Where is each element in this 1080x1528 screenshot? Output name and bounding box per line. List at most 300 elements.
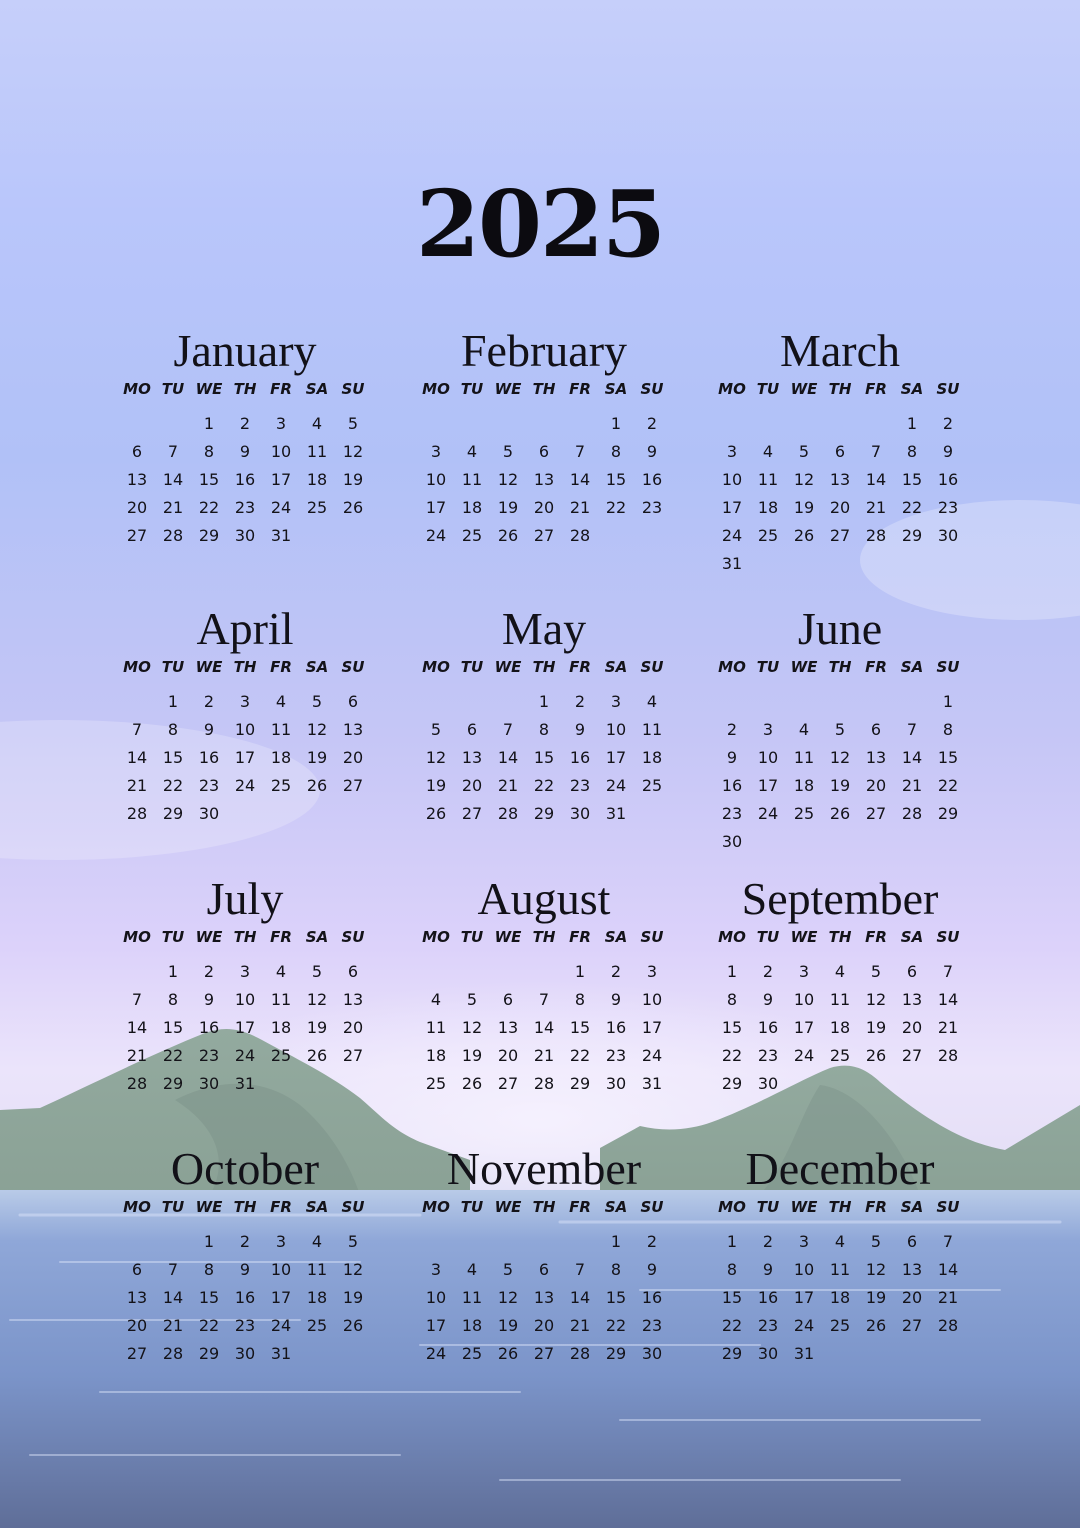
- day-cell: 3: [430, 1260, 442, 1279]
- day-cell: 16: [757, 1288, 779, 1307]
- day-cell: 4: [466, 1260, 478, 1279]
- weekday-header: MO: [123, 658, 151, 676]
- day-cell: 18: [829, 1288, 851, 1307]
- day-cell: 27: [533, 1344, 555, 1363]
- day-cell: 21: [865, 498, 887, 517]
- day-grid: [119, 926, 371, 1098]
- day-cell: 21: [497, 776, 519, 795]
- day-cell: 8: [726, 1260, 738, 1279]
- day-cell: 18: [461, 1316, 483, 1335]
- day-cell: 7: [942, 962, 954, 981]
- day-cell: 14: [533, 1018, 555, 1037]
- day-cell: 17: [234, 748, 256, 767]
- day-cell: 28: [126, 1074, 148, 1093]
- day-cell: 11: [829, 990, 851, 1009]
- weekday-header: TH: [532, 1198, 556, 1216]
- month-august: [414, 873, 674, 1098]
- day-cell: 16: [937, 470, 959, 489]
- day-cell: 1: [574, 962, 586, 981]
- day-cell: 12: [306, 990, 328, 1009]
- day-cell: 10: [425, 1288, 447, 1307]
- day-cell: 25: [461, 526, 483, 545]
- day-cell: 24: [605, 776, 627, 795]
- day-cell: 6: [870, 720, 882, 739]
- day-cell: 28: [533, 1074, 555, 1093]
- day-cell: 7: [167, 442, 179, 461]
- year-title: 2025: [415, 170, 665, 278]
- day-cell: 3: [798, 1232, 810, 1251]
- weekday-header: TH: [532, 380, 556, 398]
- weekday-header: WE: [195, 658, 223, 676]
- weekday-header: MO: [718, 928, 746, 946]
- weekday-header: TU: [756, 380, 780, 398]
- day-cell: 1: [167, 962, 179, 981]
- weekday-header: SA: [900, 1198, 924, 1216]
- weekday-header: TU: [460, 658, 484, 676]
- day-cell: 9: [239, 442, 251, 461]
- day-cell: 8: [610, 442, 622, 461]
- day-cell: 28: [162, 526, 184, 545]
- day-cell: 27: [829, 526, 851, 545]
- day-cell: 4: [466, 442, 478, 461]
- day-cell: 3: [275, 414, 287, 433]
- day-cell: 10: [793, 1260, 815, 1279]
- day-cell: 7: [538, 990, 550, 1009]
- day-cell: 16: [605, 1018, 627, 1037]
- day-cell: 4: [311, 414, 323, 433]
- weekday-header: SA: [900, 928, 924, 946]
- day-cell: 1: [610, 1232, 622, 1251]
- day-cell: 6: [906, 962, 918, 981]
- day-cell: 1: [610, 414, 622, 433]
- day-cell: 25: [306, 498, 328, 517]
- weekday-header: TH: [532, 928, 556, 946]
- day-cell: 10: [234, 720, 256, 739]
- day-cell: 8: [906, 442, 918, 461]
- day-cell: 15: [569, 1018, 591, 1037]
- day-cell: 28: [937, 1316, 959, 1335]
- day-cell: 23: [937, 498, 959, 517]
- weekday-header: FR: [865, 1198, 887, 1216]
- day-cell: 2: [239, 414, 251, 433]
- day-cell: 13: [829, 470, 851, 489]
- weekday-header: SU: [341, 380, 365, 398]
- day-cell: 22: [605, 498, 627, 517]
- month-name: May: [501, 603, 587, 654]
- weekday-header: MO: [422, 1198, 450, 1216]
- day-cell: 24: [793, 1046, 815, 1065]
- day-cell: 24: [425, 1344, 447, 1363]
- day-cell: 30: [198, 804, 220, 823]
- day-cell: 22: [605, 1316, 627, 1335]
- day-cell: 14: [126, 748, 148, 767]
- day-cell: 5: [502, 442, 514, 461]
- day-cell: 18: [461, 498, 483, 517]
- weekday-header: MO: [123, 928, 151, 946]
- day-cell: 20: [126, 1316, 148, 1335]
- month-name: July: [206, 873, 284, 924]
- day-cell: 13: [901, 990, 923, 1009]
- day-cell: 14: [901, 748, 923, 767]
- day-cell: 8: [167, 990, 179, 1009]
- day-cell: 28: [162, 1344, 184, 1363]
- weekday-header: WE: [195, 1198, 223, 1216]
- day-cell: 29: [198, 1344, 220, 1363]
- month-name: November: [446, 1143, 642, 1194]
- weekday-header: SA: [604, 658, 628, 676]
- day-cell: 20: [829, 498, 851, 517]
- day-cell: 14: [126, 1018, 148, 1037]
- day-cell: 19: [342, 1288, 364, 1307]
- weekday-header: TH: [828, 658, 852, 676]
- weekday-header: TH: [233, 1198, 257, 1216]
- day-cell: 9: [203, 720, 215, 739]
- day-cell: 11: [270, 990, 292, 1009]
- weekday-header: TH: [233, 928, 257, 946]
- day-cell: 11: [461, 470, 483, 489]
- day-cell: 24: [793, 1316, 815, 1335]
- day-cell: 30: [641, 1344, 663, 1363]
- day-cell: 6: [502, 990, 514, 1009]
- day-cell: 11: [306, 1260, 328, 1279]
- day-cell: 28: [569, 1344, 591, 1363]
- day-cell: 26: [306, 1046, 328, 1065]
- day-cell: 13: [533, 1288, 555, 1307]
- day-cell: 2: [726, 720, 738, 739]
- weekday-header: WE: [494, 658, 522, 676]
- day-cell: 31: [270, 526, 292, 545]
- weekday-header: SU: [936, 1198, 960, 1216]
- day-cell: 9: [942, 442, 954, 461]
- day-cell: 2: [646, 1232, 658, 1251]
- day-cell: 13: [126, 1288, 148, 1307]
- day-cell: 5: [466, 990, 478, 1009]
- day-cell: 12: [461, 1018, 483, 1037]
- day-cell: 12: [829, 748, 851, 767]
- day-cell: 19: [865, 1288, 887, 1307]
- day-grid: [119, 656, 371, 828]
- day-cell: 25: [641, 776, 663, 795]
- day-cell: 2: [762, 962, 774, 981]
- weekday-header: TH: [233, 658, 257, 676]
- day-cell: 3: [798, 962, 810, 981]
- day-cell: 1: [942, 692, 954, 711]
- month-name: August: [477, 873, 611, 924]
- weekday-header: SU: [640, 1198, 664, 1216]
- day-cell: 9: [203, 990, 215, 1009]
- day-cell: 20: [126, 498, 148, 517]
- day-cell: 14: [162, 1288, 184, 1307]
- day-cell: 21: [533, 1046, 555, 1065]
- day-cell: 25: [829, 1046, 851, 1065]
- day-cell: 1: [906, 414, 918, 433]
- day-cell: 16: [234, 470, 256, 489]
- day-cell: 24: [270, 1316, 292, 1335]
- weekday-header: WE: [195, 928, 223, 946]
- day-cell: 26: [425, 804, 447, 823]
- day-cell: 23: [198, 1046, 220, 1065]
- day-cell: 15: [721, 1288, 743, 1307]
- day-cell: 17: [270, 1288, 292, 1307]
- day-grid: [418, 926, 670, 1098]
- month-june: [710, 603, 970, 856]
- day-cell: 10: [793, 990, 815, 1009]
- day-cell: 6: [347, 962, 359, 981]
- day-cell: 5: [347, 1232, 359, 1251]
- weekday-header: SU: [640, 658, 664, 676]
- weekday-header: WE: [790, 1198, 818, 1216]
- month-november: [414, 1143, 674, 1368]
- day-cell: 19: [306, 1018, 328, 1037]
- day-cell: 15: [198, 470, 220, 489]
- day-cell: 17: [793, 1288, 815, 1307]
- day-cell: 19: [829, 776, 851, 795]
- day-cell: 24: [234, 776, 256, 795]
- weekday-header: FR: [865, 380, 887, 398]
- day-cell: 7: [870, 442, 882, 461]
- weekday-header: SA: [305, 928, 329, 946]
- day-cell: 17: [425, 1316, 447, 1335]
- day-cell: 25: [793, 804, 815, 823]
- day-cell: 23: [721, 804, 743, 823]
- day-cell: 1: [726, 1232, 738, 1251]
- day-cell: 29: [605, 1344, 627, 1363]
- day-cell: 8: [610, 1260, 622, 1279]
- day-cell: 11: [757, 470, 779, 489]
- day-cell: 26: [461, 1074, 483, 1093]
- day-cell: 10: [234, 990, 256, 1009]
- day-cell: 7: [502, 720, 514, 739]
- day-cell: 15: [901, 470, 923, 489]
- day-cell: 6: [131, 1260, 143, 1279]
- weekday-header: TU: [756, 658, 780, 676]
- day-cell: 8: [203, 442, 215, 461]
- day-cell: 27: [342, 1046, 364, 1065]
- day-cell: 12: [497, 470, 519, 489]
- day-cell: 25: [270, 776, 292, 795]
- day-cell: 3: [726, 442, 738, 461]
- weekday-header: SU: [341, 928, 365, 946]
- month-april: [115, 603, 375, 828]
- weekday-header: SA: [305, 380, 329, 398]
- day-cell: 8: [726, 990, 738, 1009]
- day-cell: 2: [610, 962, 622, 981]
- day-cell: 29: [162, 804, 184, 823]
- day-cell: 9: [646, 1260, 658, 1279]
- day-cell: 27: [126, 526, 148, 545]
- day-cell: 31: [270, 1344, 292, 1363]
- day-cell: 18: [757, 498, 779, 517]
- weekday-header: FR: [865, 928, 887, 946]
- day-cell: 13: [342, 990, 364, 1009]
- day-cell: 13: [461, 748, 483, 767]
- weekday-header: SA: [305, 1198, 329, 1216]
- weekday-header: FR: [270, 380, 292, 398]
- day-cell: 29: [198, 526, 220, 545]
- day-cell: 28: [901, 804, 923, 823]
- day-cell: 6: [347, 692, 359, 711]
- day-cell: 5: [430, 720, 442, 739]
- month-january: [115, 325, 375, 550]
- day-cell: 18: [306, 1288, 328, 1307]
- day-cell: 16: [641, 1288, 663, 1307]
- day-cell: 18: [270, 748, 292, 767]
- day-cell: 12: [497, 1288, 519, 1307]
- day-cell: 2: [203, 962, 215, 981]
- day-cell: 25: [425, 1074, 447, 1093]
- weekday-header: MO: [718, 658, 746, 676]
- day-cell: 13: [865, 748, 887, 767]
- day-cell: 13: [497, 1018, 519, 1037]
- day-cell: 26: [829, 804, 851, 823]
- day-cell: 17: [425, 498, 447, 517]
- weekday-header: WE: [790, 928, 818, 946]
- weekday-header: SA: [604, 1198, 628, 1216]
- day-cell: 30: [605, 1074, 627, 1093]
- day-cell: 23: [757, 1316, 779, 1335]
- day-cell: 15: [605, 1288, 627, 1307]
- day-cell: 14: [937, 1260, 959, 1279]
- day-cell: 22: [721, 1316, 743, 1335]
- weekday-header: FR: [270, 658, 292, 676]
- day-cell: 23: [234, 1316, 256, 1335]
- day-cell: 8: [167, 720, 179, 739]
- day-grid: [418, 1196, 670, 1368]
- day-cell: 30: [757, 1344, 779, 1363]
- month-name: October: [170, 1143, 320, 1194]
- weekday-header: TU: [161, 380, 185, 398]
- day-grid: [714, 656, 966, 856]
- day-cell: 26: [865, 1046, 887, 1065]
- day-cell: 22: [198, 1316, 220, 1335]
- month-december: [710, 1143, 970, 1368]
- weekday-header: TU: [161, 1198, 185, 1216]
- weekday-header: WE: [494, 380, 522, 398]
- day-grid: [418, 378, 670, 550]
- day-grid: [418, 656, 670, 828]
- weekday-header: SU: [936, 658, 960, 676]
- day-cell: 31: [641, 1074, 663, 1093]
- day-cell: 10: [270, 1260, 292, 1279]
- day-cell: 23: [641, 1316, 663, 1335]
- day-cell: 7: [574, 442, 586, 461]
- day-cell: 10: [270, 442, 292, 461]
- month-name: June: [797, 603, 883, 654]
- day-cell: 9: [762, 990, 774, 1009]
- day-cell: 8: [942, 720, 954, 739]
- weekday-header: WE: [195, 380, 223, 398]
- day-cell: 29: [937, 804, 959, 823]
- weekday-header: FR: [270, 1198, 292, 1216]
- day-cell: 5: [311, 962, 323, 981]
- day-cell: 24: [270, 498, 292, 517]
- weekday-header: WE: [494, 928, 522, 946]
- day-grid: [714, 378, 966, 578]
- day-cell: 27: [901, 1316, 923, 1335]
- day-cell: 17: [793, 1018, 815, 1037]
- day-cell: 22: [162, 776, 184, 795]
- day-cell: 17: [757, 776, 779, 795]
- month-march: [710, 325, 970, 578]
- day-cell: 3: [762, 720, 774, 739]
- day-cell: 20: [533, 1316, 555, 1335]
- weekday-header: WE: [790, 380, 818, 398]
- day-cell: 8: [574, 990, 586, 1009]
- day-cell: 7: [574, 1260, 586, 1279]
- day-cell: 16: [641, 470, 663, 489]
- day-cell: 29: [569, 1074, 591, 1093]
- day-cell: 14: [569, 470, 591, 489]
- weekday-header: MO: [718, 380, 746, 398]
- weekday-header: FR: [270, 928, 292, 946]
- day-cell: 9: [646, 442, 658, 461]
- day-cell: 1: [167, 692, 179, 711]
- month-name: September: [741, 873, 939, 924]
- day-cell: 24: [721, 526, 743, 545]
- day-cell: 21: [569, 498, 591, 517]
- day-cell: 18: [641, 748, 663, 767]
- day-cell: 29: [533, 804, 555, 823]
- day-cell: 21: [937, 1288, 959, 1307]
- day-cell: 21: [569, 1316, 591, 1335]
- day-cell: 3: [430, 442, 442, 461]
- day-cell: 1: [726, 962, 738, 981]
- day-cell: 29: [721, 1074, 743, 1093]
- day-cell: 27: [126, 1344, 148, 1363]
- month-may: [414, 603, 674, 828]
- day-cell: 26: [865, 1316, 887, 1335]
- day-cell: 11: [641, 720, 663, 739]
- day-cell: 29: [162, 1074, 184, 1093]
- day-cell: 2: [574, 692, 586, 711]
- day-cell: 29: [901, 526, 923, 545]
- day-cell: 21: [901, 776, 923, 795]
- weekday-header: FR: [569, 658, 591, 676]
- day-cell: 16: [198, 1018, 220, 1037]
- day-cell: 6: [906, 1232, 918, 1251]
- day-cell: 28: [497, 804, 519, 823]
- weekday-header: MO: [422, 658, 450, 676]
- month-name: December: [745, 1143, 935, 1194]
- day-cell: 21: [126, 776, 148, 795]
- day-cell: 7: [131, 990, 143, 1009]
- day-cell: 3: [239, 962, 251, 981]
- day-cell: 9: [610, 990, 622, 1009]
- day-cell: 9: [239, 1260, 251, 1279]
- day-cell: 6: [538, 1260, 550, 1279]
- day-cell: 7: [167, 1260, 179, 1279]
- weekday-header: SA: [900, 380, 924, 398]
- day-cell: 13: [901, 1260, 923, 1279]
- day-cell: 2: [942, 414, 954, 433]
- day-cell: 26: [497, 1344, 519, 1363]
- day-cell: 10: [605, 720, 627, 739]
- day-cell: 5: [502, 1260, 514, 1279]
- day-cell: 25: [757, 526, 779, 545]
- day-cell: 18: [793, 776, 815, 795]
- day-cell: 16: [757, 1018, 779, 1037]
- day-cell: 3: [646, 962, 658, 981]
- day-cell: 22: [901, 498, 923, 517]
- day-cell: 28: [937, 1046, 959, 1065]
- day-cell: 16: [721, 776, 743, 795]
- weekday-header: SA: [900, 658, 924, 676]
- day-cell: 4: [275, 962, 287, 981]
- day-cell: 27: [533, 526, 555, 545]
- weekday-header: SU: [640, 380, 664, 398]
- day-cell: 11: [793, 748, 815, 767]
- month-name: January: [173, 325, 317, 376]
